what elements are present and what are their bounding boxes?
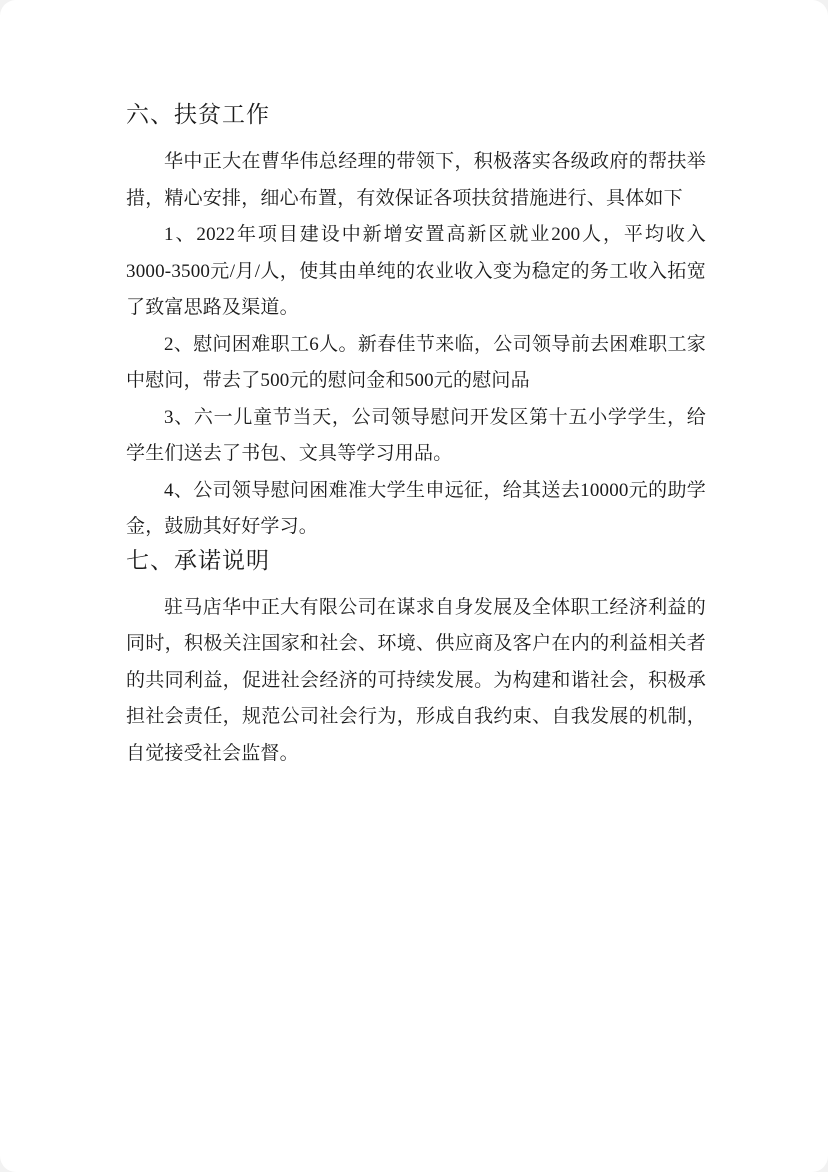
section-heading-poverty-alleviation: 六、扶贫工作 [126,102,270,127]
poverty-item-2: 2、慰问困难职工6人。新春佳节来临，公司领导前去困难职工家中慰问，带去了500元的慰问金和500元的慰问品 [126,333,706,391]
commitment-paragraph: 驻马店华中正大有限公司在谋求自身发展及全体职工经济利益的同时，积极关注国家和社会、环境、供应商及客户在内的利益相关者的共同利益，促进社会经济的可持续发展。为构建和谐社会，积极承担社会责任，规范公司社会行为，形成自我约束、自我发展的机制，自觉接受社会监督。 [126,596,706,764]
poverty-item-4: 4、公司领导慰问困难准大学生申远征，给其送去10000元的助学金，鼓励其好好学习。 [126,479,706,537]
section-heading-commitment: 七、承诺说明 [126,547,270,573]
poverty-intro-paragraph: 华中正大在曹华伟总经理的带领下，积极落实各级政府的帮扶举措，精心安排，细心布置，有效保证各项扶贫措施进行、具体如下 [126,151,706,209]
document-content [126,96,706,772]
poverty-item-1: 1、2022年项目建设中新增安置高新区就业200人，平均收入3000-3500元/月/人，使其由单纯的农业收入变为稳定的务工收入拓宽了致富思路及渠道。 [126,224,706,318]
poverty-item-3: 3、六一儿童节当天，公司领导慰问开发区第十五小学学生，给学生们送去了书包、文具等学习用品。 [126,406,706,464]
